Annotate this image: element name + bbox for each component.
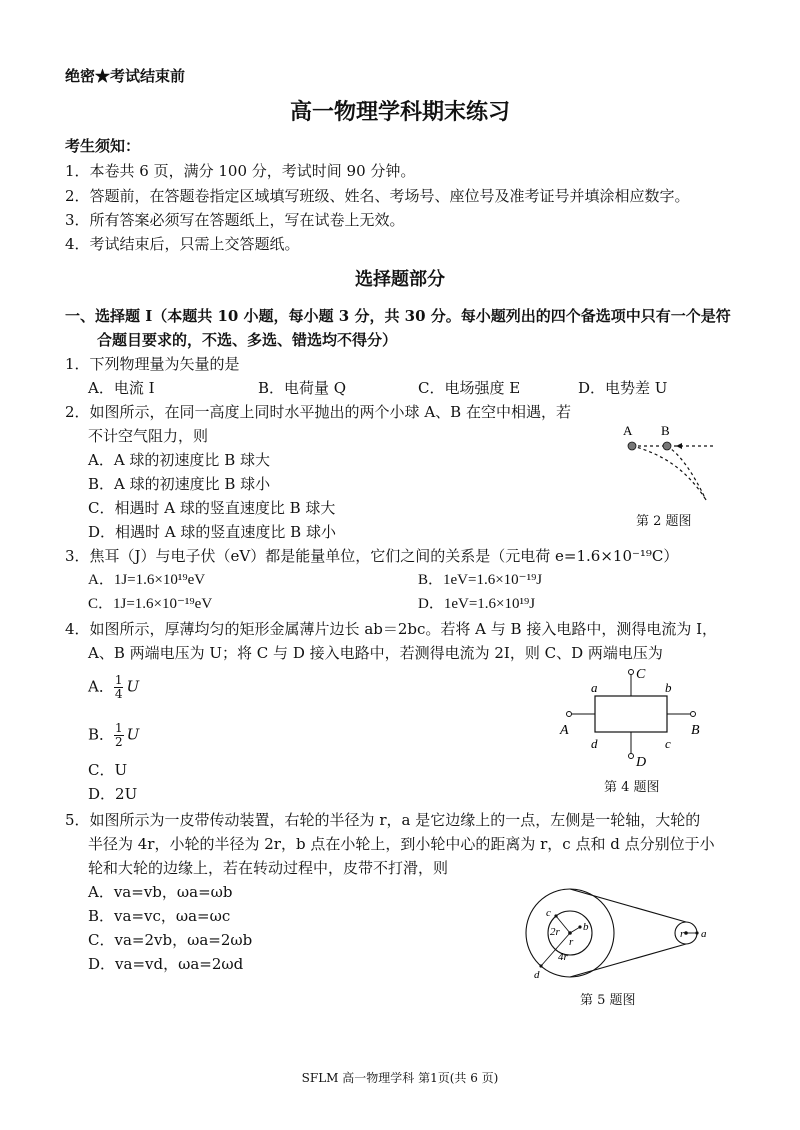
fig5-label-r-right: r (680, 928, 685, 940)
fig4-corner-b: b (665, 680, 672, 695)
question-2-option-d: D．相遇时 A 球的竖直速度比 B 球小 (88, 523, 336, 541)
question-5-caption: 第 5 题图 (580, 993, 636, 1008)
fig4-label-a-terminal: A (560, 723, 569, 738)
question-1-option-c: C．电场强度 E (418, 379, 521, 397)
fig5-label-4r: 4r (558, 951, 568, 963)
question-1-option-b: B．电荷量 Q (258, 379, 347, 397)
question-3-option-d: D．1eV=1.6×10¹⁹J (418, 596, 536, 612)
question-5-stem-line2: 半径为 4r，小轮的半径为 2r，b 点在小轮上，到小轮中心的距离为 r，c 点和 d 点分别位于小 (88, 835, 715, 853)
notice-item: 3．所有答案必须写在答题纸上，写在试卷上无效。 (65, 211, 405, 229)
question-4-stem-line2: A、B 两端电压为 U；将 C 与 D 接入电路中，若测得电流为 2I，则 C、D 两端电压为 (88, 644, 663, 662)
question-4-option-b (88, 722, 139, 749)
fig5-center-right (684, 931, 688, 935)
part-heading-line2: 合题目要求的，不选、多选、错选均不得分） (97, 331, 398, 349)
question-5-figure (520, 883, 720, 983)
fig5-label-2r: 2r (550, 926, 560, 938)
question-4-option-a (88, 674, 139, 701)
question-5-stem-line3: 轮和大轮的边缘上，若在转动过程中，皮带不打滑，则 (88, 859, 449, 877)
question-3-stem: 3．焦耳（J）与电子伏（eV）都是能量单位，它们之间的关系是（元电荷 e=1.6×10⁻¹⁹C） (65, 547, 679, 565)
question-3-option-b: B．1eV=1.6×10⁻¹⁹J (418, 572, 543, 588)
notice-item: 2．答题前，在答题卷指定区域填写班级、姓名、考场号、座位号及准考证号并填涂相应数字。 (65, 187, 690, 205)
fraction-numerator: 1 (114, 673, 123, 687)
notice-item: 4．考试结束后，只需上交答题纸。 (65, 235, 300, 253)
part-heading-line1: 一、选择题 I（本题共 10 小题，每小题 3 分，共 30 分。每小题列出的四个备选项中只有一个是符 (65, 307, 731, 325)
question-3-option-a: A．1J=1.6×10¹⁹eV (88, 572, 206, 588)
voltage-symbol: U (126, 725, 140, 744)
question-2-option-b: B．A 球的初速度比 B 球小 (88, 475, 271, 493)
fraction-denominator: 4 (114, 687, 123, 701)
fraction-numerator: 1 (115, 721, 123, 735)
option-a-prefix: A． (88, 677, 114, 696)
fig2-trajectory-a (632, 446, 706, 500)
question-1-option-a: A．电流 I (88, 379, 155, 397)
question-4-figure (555, 662, 715, 772)
question-4-stem-line1: 4．如图所示，厚薄均匀的矩形金属薄片边长 ab＝2bc。若将 A 与 B 接入电路中，测得电流为 I， (65, 620, 718, 638)
fig4-corner-d: d (591, 736, 598, 751)
question-2-figure (610, 418, 730, 508)
fraction-one-quarter (114, 674, 124, 701)
fig5-point-a (695, 931, 698, 934)
question-4-option-c: C．U (88, 761, 128, 779)
fig4-label-b-terminal: B (691, 723, 700, 738)
fig4-corner-c: c (665, 736, 671, 751)
question-4-option-d: D．2U (88, 785, 138, 803)
fig5-belt-bottom (570, 944, 686, 977)
fig4-terminal-d (629, 754, 634, 759)
fig4-corner-a: a (591, 680, 598, 695)
fig5-label-a: a (701, 928, 707, 940)
fig4-terminal-c (629, 670, 634, 675)
question-2-caption: 第 2 题图 (636, 514, 692, 529)
question-5-option-a: A．va=vb，ωa=ωb (88, 883, 233, 901)
question-5-stem-line1: 5．如图所示为一皮带传动装置，右轮的半径为 r，a 是它边缘上的一点，左侧是一轮轴，大轮的 (65, 811, 701, 829)
option-b-prefix: B． (88, 725, 115, 744)
question-5-option-c: C．va=2vb，ωa=2ωb (88, 931, 253, 949)
confidential-mark: 绝密★考试结束前 (65, 67, 186, 85)
fig4-terminal-a (567, 712, 572, 717)
question-4-caption: 第 4 题图 (604, 780, 660, 795)
question-1-option-d: D．电势差 U (578, 379, 668, 397)
page-footer: SFLM 高一物理学科 第1页(共 6 页) (301, 1071, 499, 1085)
fig5-point-d (539, 964, 542, 967)
page-title: 高一物理学科期末练习 (289, 99, 510, 125)
fig5-center-left (568, 931, 572, 935)
fraction-one-half (114, 722, 124, 749)
fig5-label-r-small: r (569, 936, 574, 948)
fig5-belt-top (570, 889, 686, 922)
question-3-option-c: C．1J=1.6×10⁻¹⁹eV (88, 596, 213, 612)
notice-item: 1．本卷共 6 页，满分 100 分，考试时间 90 分钟。 (65, 162, 416, 180)
fig2-label-a: A (623, 423, 633, 438)
question-2-option-c: C．相遇时 A 球的竖直速度比 B 球大 (88, 499, 336, 517)
fig4-terminal-b (691, 712, 696, 717)
fig5-label-c: c (546, 907, 551, 919)
question-5-option-d: D．va=vd，ωa=2ωd (88, 955, 244, 973)
question-1-stem: 1．下列物理量为矢量的是 (65, 355, 240, 373)
question-2-stem-line2: 不计空气阻力，则 (88, 427, 209, 445)
fig2-label-b: B (661, 423, 670, 438)
fig4-label-d-terminal: D (636, 755, 647, 770)
question-5-option-b: B．va=vc，ωa=ωc (88, 907, 231, 925)
fig5-label-b: b (583, 921, 589, 933)
question-2-stem-line1: 2．如图所示，在同一高度上同时水平抛出的两个小球 A、B 在空中相遇，若 (65, 403, 571, 421)
fig2-arrow-b (676, 443, 682, 449)
notice-heading: 考生须知： (65, 137, 141, 155)
fig5-point-c (554, 914, 557, 917)
fig2-ball-b (663, 442, 671, 450)
fig5-label-d: d (534, 969, 540, 981)
section-title: 选择题部分 (355, 269, 445, 290)
fig4-metal-sheet (595, 696, 667, 732)
voltage-symbol: U (126, 677, 140, 696)
question-2-option-a: A．A 球的初速度比 B 球大 (88, 451, 270, 469)
fig2-ball-a (628, 442, 636, 450)
fig4-label-c-terminal: C (636, 667, 646, 682)
fig5-point-b (578, 925, 581, 928)
fraction-denominator: 2 (115, 735, 123, 749)
